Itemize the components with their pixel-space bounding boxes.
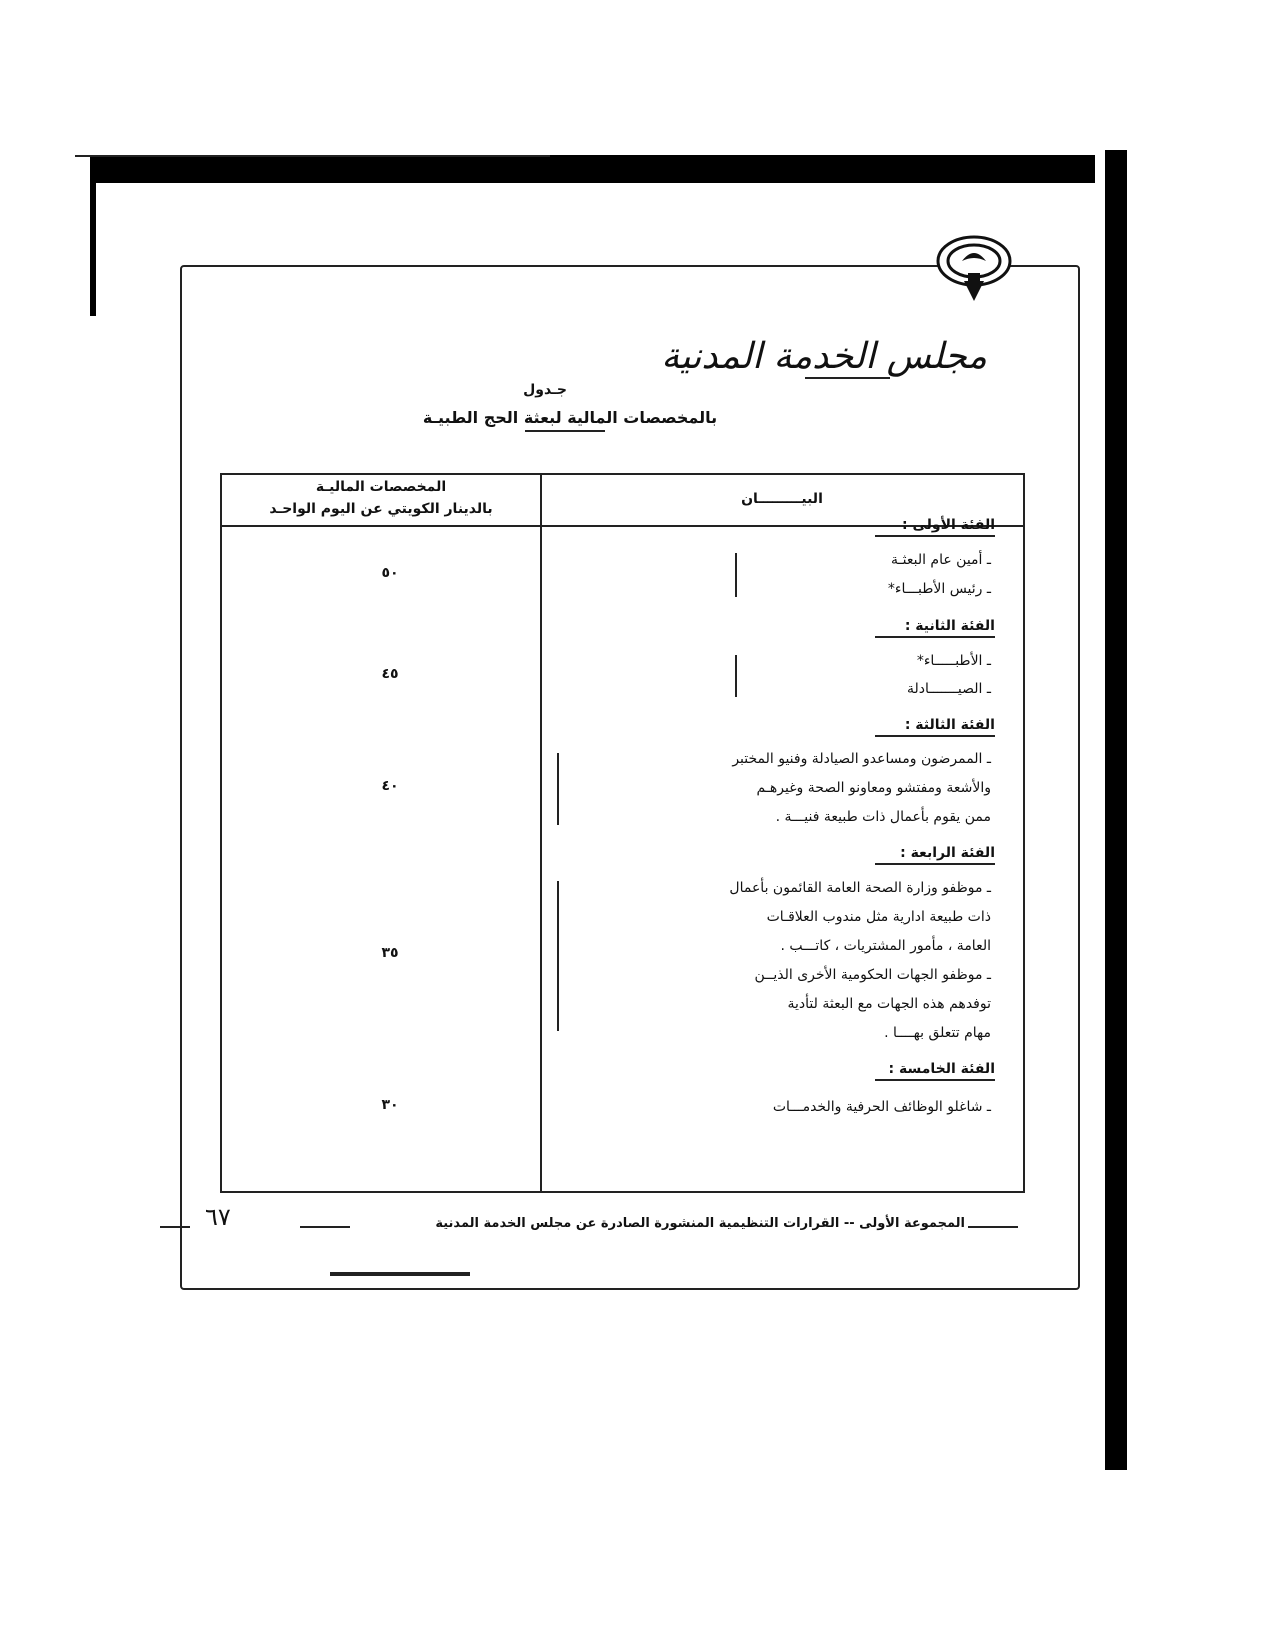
- amount-value: ٤٥: [381, 666, 399, 682]
- col-amount-header-line2: بالدينار الكويتي عن اليوم الواحـد: [269, 501, 493, 517]
- footer-line-right: [968, 1226, 1018, 1228]
- kuwait-emblem-icon: [934, 233, 1014, 303]
- list-item: ـ موظفو الجهات الحكومية الأخرى الذيــن: [754, 967, 991, 983]
- column-divider: [540, 475, 542, 1191]
- col-amount-header-line1: المخصصات الماليـة: [315, 479, 447, 495]
- amount-value: ٥٠: [381, 565, 399, 581]
- amount-value: ٤٠: [381, 778, 399, 794]
- list-item: ـ أمين عام البعثـة: [891, 552, 991, 568]
- org-name: مجلس الخدمة المدنية: [661, 336, 987, 377]
- group-brace: [735, 655, 737, 697]
- top-thin-line: [75, 155, 550, 157]
- list-item: ـ الصيـــــــادلة: [906, 681, 991, 697]
- table-word: جـدول: [523, 382, 567, 398]
- category-title: الفئة الرابعة :: [875, 845, 995, 865]
- footer-line-left: [160, 1226, 190, 1228]
- list-item: ـ الممرضون ومساعدو الصيادلة وفنيو المختبر: [732, 751, 991, 767]
- top-border-bar: [90, 155, 1095, 183]
- category-title: الفئة الخامسة :: [875, 1061, 995, 1081]
- footer-text: المجموعة الأولى -- القرارات التنظيمية المنشورة الصادرة عن مجلس الخدمة المدنية: [435, 1216, 965, 1231]
- category-title: الفئة الثانية :: [875, 618, 995, 638]
- list-item: مهام تتعلق بهــــا .: [884, 1025, 991, 1041]
- list-item: والأشعة ومفتشو ومعاونو الصحة وغيرهـم: [756, 780, 991, 796]
- right-edge-bar: [1105, 150, 1127, 1470]
- footer-line-mid: [300, 1226, 350, 1228]
- list-item: ـ الأطبـــــاء*: [916, 653, 991, 669]
- page-number: ٦٧: [205, 1203, 231, 1231]
- col-description-header: البيـــــــــان: [741, 491, 823, 507]
- list-item: ـ موظفو وزارة الصحة العامة القائمون بأعمال: [729, 880, 991, 896]
- list-item: العامة ، مأمور المشتريات ، كاتـــب .: [780, 938, 991, 954]
- left-border-bar: [90, 168, 96, 316]
- group-brace: [735, 553, 737, 597]
- list-item: ـ رئيس الأطبـــاء*: [887, 581, 991, 597]
- amount-value: ٣٥: [381, 945, 399, 961]
- group-brace: [557, 753, 559, 825]
- list-item: توفدهم هذه الجهات مع البعثة لتأدية: [787, 996, 991, 1012]
- amount-value: ٣٠: [381, 1097, 399, 1113]
- category-title: الفئة الثالثة :: [875, 717, 995, 737]
- group-brace: [557, 881, 559, 1031]
- category-title: الفئة الأولى :: [875, 517, 995, 537]
- subtitle-underline: [525, 430, 605, 432]
- list-item: ذات طبيعة ادارية مثل مندوب العلاقـات: [766, 909, 991, 925]
- list-item: ممن يقوم بأعمال ذات طبيعة فنيـــة .: [775, 809, 991, 825]
- table-subtitle: بالمخصصات المالية لبعثة الحج الطبيـة: [422, 408, 718, 427]
- allowance-table: [220, 473, 1025, 1193]
- list-item: ـ شاغلو الوظائف الحرفية والخدمـــات: [772, 1099, 991, 1115]
- org-name-underline: [805, 377, 890, 379]
